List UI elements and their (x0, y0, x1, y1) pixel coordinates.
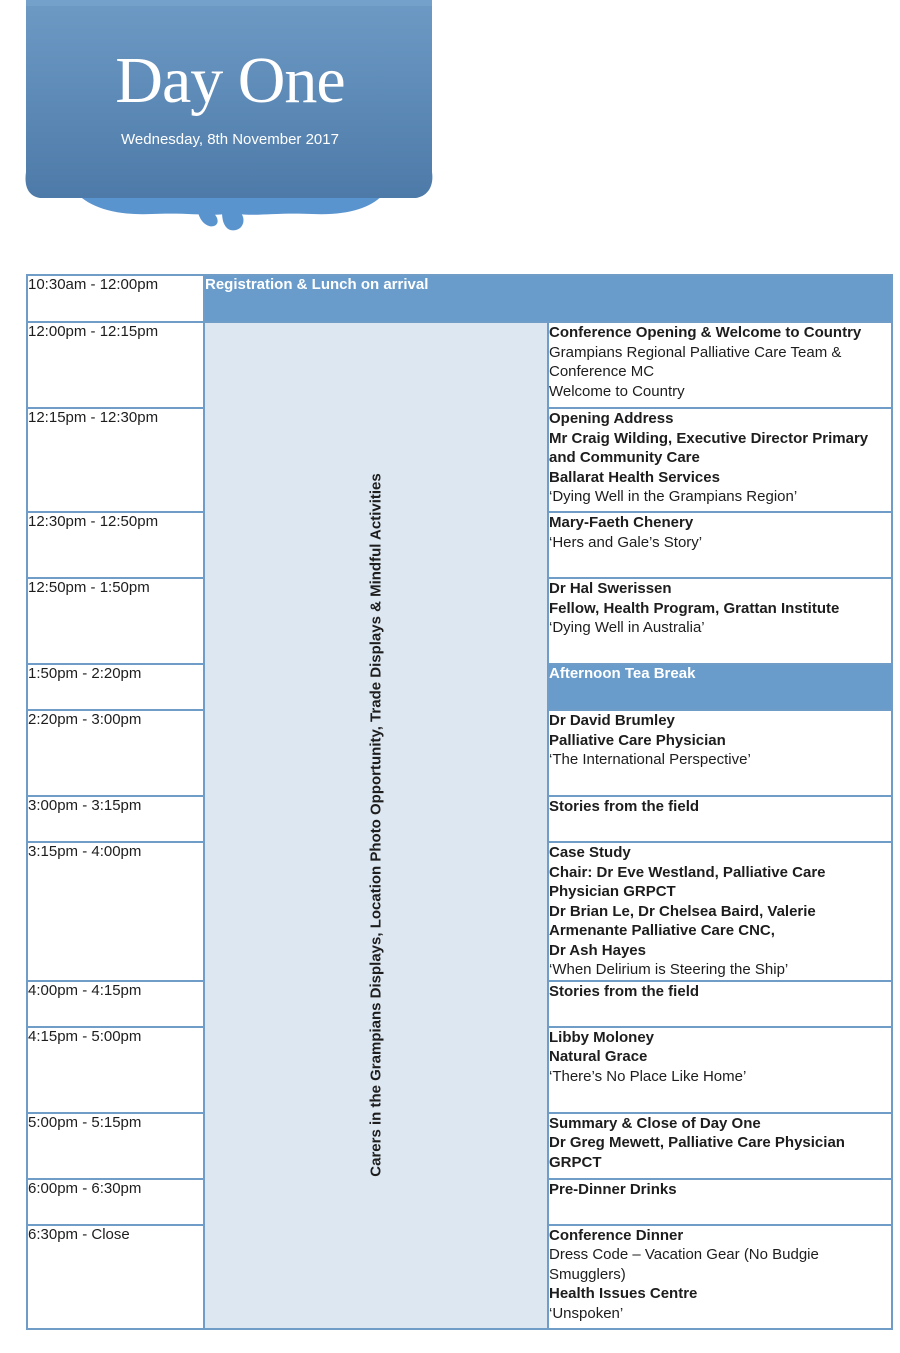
side-activities-column (204, 322, 548, 1329)
session-time: 1:50pm - 2:20pm (27, 664, 204, 710)
session-heading: Stories from the field (549, 798, 700, 815)
session-details (548, 512, 892, 578)
session-time: 3:00pm - 3:15pm (27, 796, 204, 842)
session-text: ‘There’s No Place Like Home’ (549, 1067, 747, 1085)
schedule-row (27, 275, 892, 322)
session-heading: Conference Dinner (549, 1226, 684, 1244)
session-time: 3:15pm - 4:00pm (27, 842, 204, 981)
session-time: 12:30pm - 12:50pm (27, 512, 204, 578)
banner-shape (22, 0, 438, 236)
session-heading: Summary & Close of Day One (549, 1114, 761, 1132)
session-text: ‘Unspoken’ (549, 1304, 624, 1322)
session-details (548, 1027, 892, 1113)
session-details (548, 842, 892, 981)
schedule-table (26, 274, 893, 1330)
session-text: Welcome to Country (549, 382, 685, 400)
session-time: 5:00pm - 5:15pm (27, 1113, 204, 1179)
session-band: Registration & Lunch on arrival (204, 275, 892, 322)
session-heading: Case Study (549, 844, 631, 861)
session-heading: Ballarat Health Services (549, 468, 720, 486)
session-heading: Stories from the field (549, 982, 700, 1000)
side-activities-label: Carers in the Grampians Displays, Location Photo Opportunity, Trade Displays & Mindful Activities (367, 473, 385, 1177)
session-text: ‘The International Perspective’ (549, 751, 751, 768)
session-heading: Chair: Dr Eve Westland, Palliative Care Physician GRPCT (549, 863, 826, 900)
session-heading: Dr Greg Mewett, Palliative Care Physician GRPCT (549, 1134, 845, 1171)
session-time: 12:50pm - 1:50pm (27, 578, 204, 664)
session-time: 10:30am - 12:00pm (27, 275, 204, 322)
session-details (548, 1113, 892, 1179)
session-heading: Palliative Care Physician (549, 731, 726, 749)
session-time: 12:00pm - 12:15pm (27, 322, 204, 408)
session-time: 4:15pm - 5:00pm (27, 1027, 204, 1113)
session-text: ‘Hers and Gale’s Story’ (549, 533, 703, 551)
session-heading: Mr Craig Wilding, Executive Director Primary and Community Care (549, 429, 869, 466)
session-text: Grampians Regional Palliative Care Team & Conference MC (549, 343, 842, 380)
session-time: 2:20pm - 3:00pm (27, 710, 204, 796)
session-heading: Natural Grace (549, 1048, 648, 1065)
session-details (548, 710, 892, 796)
session-text: Dress Code – Vacation Gear (No Budgie Smugglers) (549, 1246, 819, 1283)
day-date: Wednesday, 8th November 2017 (121, 131, 339, 148)
session-details (548, 322, 892, 408)
session-details (548, 1179, 892, 1225)
day-title: Day One (115, 44, 345, 117)
session-heading: Dr Brian Le, Dr Chelsea Baird, Valerie Armenante Palliative Care CNC, (549, 902, 816, 939)
session-time: 12:15pm - 12:30pm (27, 408, 204, 512)
session-details (548, 796, 892, 842)
session-heading: Mary-Faeth Chenery (549, 514, 694, 531)
session-band: Afternoon Tea Break (548, 664, 892, 710)
session-heading: Conference Opening & Welcome to Country (549, 324, 862, 341)
session-heading: Dr Hal Swerissen (549, 580, 672, 597)
session-text: ‘Dying Well in Australia’ (549, 619, 705, 636)
schedule-row (27, 322, 892, 408)
session-details (548, 1225, 892, 1329)
session-details (548, 981, 892, 1027)
session-time: 6:30pm - Close (27, 1225, 204, 1329)
session-heading: Opening Address (549, 410, 674, 427)
session-heading: Libby Moloney (549, 1028, 654, 1046)
session-text: ‘When Delirium is Steering the Ship’ (549, 961, 789, 978)
session-time: 6:00pm - 6:30pm (27, 1179, 204, 1225)
session-details (548, 578, 892, 664)
session-time: 4:00pm - 4:15pm (27, 981, 204, 1027)
session-heading: Pre-Dinner Drinks (549, 1180, 677, 1198)
session-heading: Fellow, Health Program, Grattan Institute (549, 599, 840, 617)
session-heading: Dr David Brumley (549, 712, 675, 729)
session-heading: Dr Ash Hayes (549, 941, 646, 959)
session-heading: Health Issues Centre (549, 1285, 698, 1302)
session-details (548, 408, 892, 512)
session-text: ‘Dying Well in the Grampians Region’ (549, 488, 798, 505)
day-banner (22, 0, 438, 236)
